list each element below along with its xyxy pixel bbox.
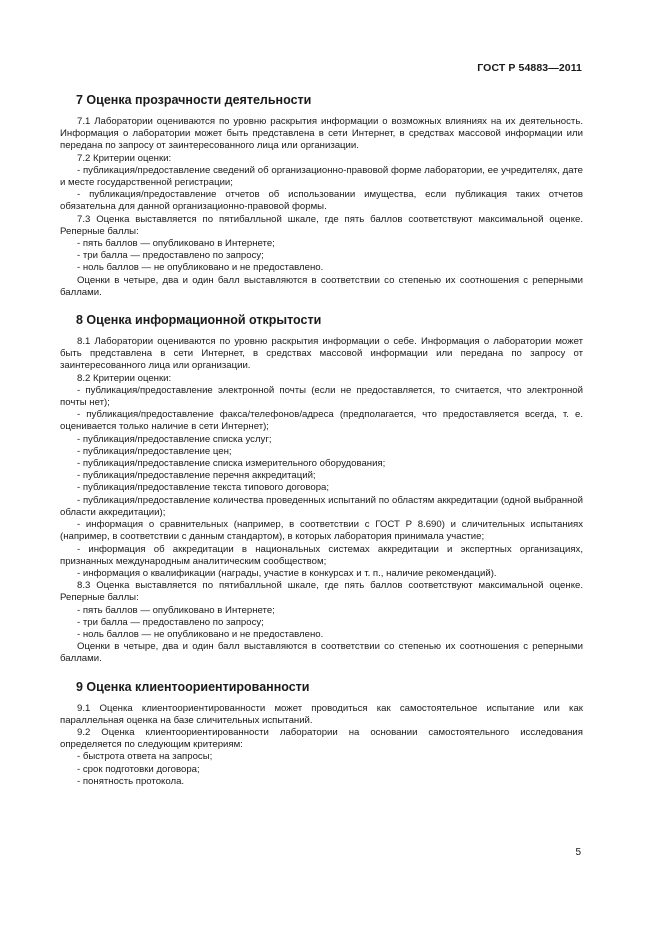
section-8 <box>60 312 583 665</box>
section-heading: 7 Оценка прозрачности деятельности <box>76 93 312 107</box>
list-item: - информация об аккредитации в национальных системах аккредитации и экспертных организациях, признанных международным аналитическим сообществом; <box>60 543 583 567</box>
paragraph: 7.1 Лаборатории оцениваются по уровню раскрытия информации о возможных влияниях на их деятельность. Информация о лаборатории может быть представлена в сети Интернет, в средствах массовой информации или передана по запросу от заинтересованного лица или организации. <box>60 116 583 152</box>
list-item: - понятность протокола. <box>77 775 185 787</box>
paragraph: 9.1 Оценка клиентоориентированности может проводиться как самостоятельное испытание или как параллельная оценка на базе сличительных испытаний. <box>60 702 583 726</box>
list-item: - три балла — предоставлено по запросу; <box>77 616 264 628</box>
list-item: - публикация/предоставление списка услуг; <box>77 433 272 445</box>
paragraph: 7.3 Оценка выставляется по пятибалльной шкале, где пять баллов соответствуют максимальной оценке. Реперные баллы: <box>60 213 583 237</box>
paragraph: Оценки в четыре, два и один балл выставляются в соответствии со степенью их соотношения с реперными баллами. <box>60 641 583 665</box>
list-item: - пять баллов — опубликовано в Интернете; <box>77 604 275 616</box>
section-9 <box>60 679 583 788</box>
list-item: - срок подготовки договора; <box>77 763 200 775</box>
paragraph: 8.1 Лаборатории оцениваются по уровню раскрытия информации о себе. Информация о лаборатории может быть представлена в сети Интернет, в средствах массовой информации или передана по запросу от заинтересованного лица или организации. <box>60 336 583 372</box>
list-item: - ноль баллов — не опубликовано и не предоставлено. <box>77 628 324 640</box>
paragraph: Оценки в четыре, два и один балл выставляются в соответствии со степенью их соотношения с реперными баллами. <box>60 274 583 298</box>
list-item: - публикация/предоставление количества проведенных испытаний по областям аккредитации (одной выбранной области аккредитации); <box>60 494 583 518</box>
list-item: - публикация/предоставление текста типового договора; <box>77 482 330 494</box>
list-item: - быстрота ответа на запросы; <box>77 751 213 763</box>
standard-id-header: ГОСТ Р 54883—2011 <box>477 62 582 74</box>
paragraph: 8.2 Критерии оценки: <box>77 372 172 384</box>
list-item: - информация о сравнительных (например, в соответствии с ГОСТ Р 8.690) и сличительных испытаниях (например, в соответствии с данным стандартом), в которых лаборатория принимала участие; <box>60 519 583 543</box>
paragraph: 8.3 Оценка выставляется по пятибалльной шкале, где пять баллов соответствуют максимальной оценке. Реперные баллы: <box>60 580 583 604</box>
list-item: - публикация/предоставление списка измерительного оборудования; <box>77 458 386 470</box>
list-item: - публикация/предоставление перечня аккредитаций; <box>77 470 316 482</box>
list-item: - публикация/предоставление отчетов об использовании имущества, если публикация таких отчетов обязательна для данной организационно-правовой формы. <box>60 189 583 213</box>
list-item: - пять баллов — опубликовано в Интернете; <box>77 238 275 250</box>
page-number: 5 <box>575 847 581 858</box>
list-item: - публикация/предоставление электронной почты (если не предоставляется, то считается, что электронной почты нет); <box>60 384 583 409</box>
list-item: - публикация/предоставление цен; <box>77 445 232 457</box>
section-7 <box>60 92 583 299</box>
section-heading: 9 Оценка клиентоориентированности <box>76 679 310 694</box>
list-item: - публикация/предоставление факса/телефонов/адреса (предполагается, что предоставляется всегда, т. е. оценивается только наличие в сети Интернет); <box>60 409 583 433</box>
list-item: - ноль баллов — не опубликовано и не предоставлено. <box>77 262 324 274</box>
list-item: - публикация/предоставление сведений об организационно-правовой форме лаборатории, ее учредителях, дате и месте государственной регистрации; <box>60 164 583 189</box>
paragraph: 7.2 Критерии оценки: <box>77 152 172 164</box>
list-item: - три балла — предоставлено по запросу; <box>77 250 264 262</box>
list-item: - информация о квалификации (награды, участие в конкурсах и т. п., наличие рекомендаций). <box>77 567 497 579</box>
section-heading: 8 Оценка информационной открытости <box>76 313 322 328</box>
document-body <box>60 92 583 801</box>
paragraph: 9.2 Оценка клиентоориентированности лаборатории на основании самостоятельного исследования определяется по следующим критериям: <box>60 726 583 751</box>
